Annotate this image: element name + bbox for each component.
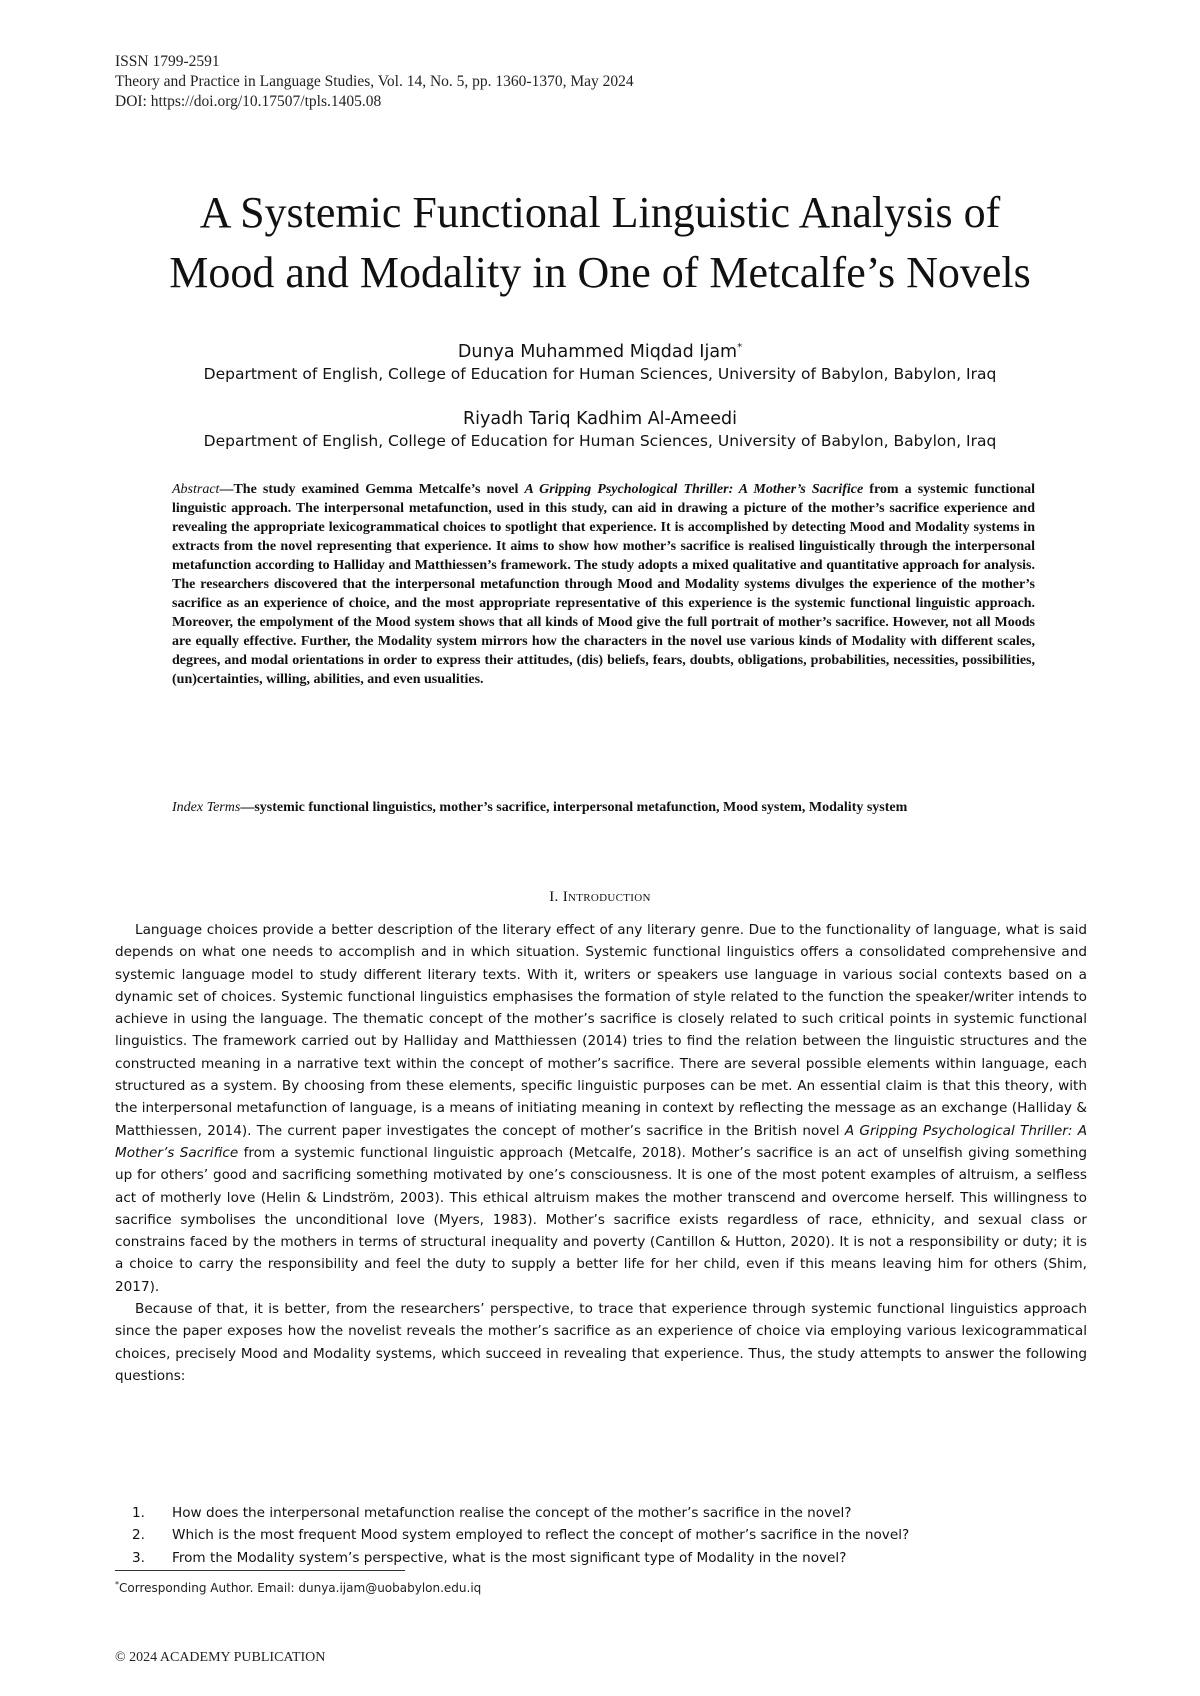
title-line-1: A Systemic Functional Linguistic Analysis of — [199, 188, 1001, 237]
list-item — [115, 1524, 1087, 1546]
paragraph-1-part-b: from a systemic functional linguistic approach (Metcalfe, 2018). Mother’s sacrifice is an act of unselfish giving something up for others’ good and sacrificing something motivated by one’s consciousness. It is one of the most potent examples of altruism, a selfless act of motherly love (Helin & Lindström, 2003). This ethical altruism makes the mother transcend and overcome herself. This willingness to sacrifice symbolises the unconditional love (Myers, 1983). Mother’s sacrifice exists regardless of race, ethnicity, and sexual class or constrains faced by the mothers in terms of structural inequality and poverty (Cantillon & Hutton, 2020). It is not a responsibility or duty; it is a choice to carry the responsibility and feel the duty to supply a better life for her child, even if this means leaving him for others (Shim, 2017). — [115, 1144, 1087, 1295]
journal-citation: Theory and Practice in Language Studies, Vol. 14, No. 5, pp. 1360-1370, May 2024 — [115, 73, 634, 90]
question-number: 1. — [132, 1505, 145, 1521]
author-list — [120, 336, 1080, 452]
author-name-text: Dunya Muhammed Miqdad Ijam — [457, 341, 738, 362]
section-number: I. — [549, 889, 559, 905]
author-2 — [120, 408, 1080, 452]
research-questions — [115, 1502, 1087, 1569]
paragraph-2: Because of that, it is better, from the researchers’ perspective, to trace that experience through systemic functional linguistics approach since the paper exposes how the novelist reveals the mother’s sacrifice as an experience of choice via employing various lexicogrammatical choices, precisely Mood and Modality systems, which succeed in revealing that experience. Thus, the study attempts to answer the following questions: — [115, 1301, 1087, 1384]
index-terms — [172, 798, 1035, 817]
issn: ISSN 1799-2591 — [115, 53, 220, 70]
abstract-lead: The study examined Gemma Metcalfe’s novel — [233, 482, 525, 497]
body-text — [115, 919, 1087, 1387]
list-item — [115, 1547, 1087, 1569]
abstract-body: from a systemic functional linguistic approach. The interpersonal metafunction, used in this study, can aid in drawing a picture of the mother’s sacrifice experience and revealing the appropriate lexicogrammatical choices to spotlight that experience. It is accomplished by detecting Mood and Modality systems in extracts from the novel representing that experience. It aims to show how mother’s sacrifice is realised linguistically through the interpersonal metafunction according to Halliday and Matthiessen’s framework. The study adopts a mixed qualitative and quantitative approach for analysis. The researchers discovered that the interpersonal metafunction through Mood and Modality systems divulges the experience of the mother’s sacrifice as an experience of choice, and the most appropriate representative of this experience is the systemic functional linguistic approach. Moreover, the empolyment of the Mood system shows that all kinds of Mood give the full portrait of mother’s sacrifice. However, not all Moods are equally effective. Further, the Modality system mirrors how the characters in the novel use various kinds of Modality with different scales, degrees, and modal orientations in order to express their attitudes, (dis) beliefs, fears, doubts, obligations, probabilities, necessities, possibilities, (un)certainties, willing, abilities, and even usualities. — [172, 482, 1035, 687]
index-terms-label: Index Terms — [172, 800, 241, 815]
abstract-novel-title: A Gripping Psychological Thriller: A Mother’s Sacrifice — [524, 482, 864, 497]
journal-header — [115, 52, 1015, 112]
question-text: How does the interpersonal metafunction realise the concept of the mother’s sacrifice in the novel? — [172, 1505, 852, 1521]
footnote-text: Corresponding Author. Email: dunya.ijam@uobabylon.edu.iq — [119, 1581, 482, 1595]
index-terms-dash: — — [240, 800, 255, 815]
question-number: 3. — [132, 1549, 145, 1566]
corresponding-mark: * — [737, 342, 743, 353]
list-item — [115, 1502, 1087, 1524]
paragraph-1 — [115, 919, 1087, 1298]
index-terms-text: systemic functional linguistics, mother’s sacrifice, interpersonal metafunction, Mood system, Modality system — [254, 800, 908, 815]
title-line-2: Mood and Modality in One of Metcalfe’s Novels — [169, 248, 1031, 297]
paper-title — [90, 183, 1110, 303]
paragraph-1-part-a: Language choices provide a better description of the literary effect of any literary genre. Due to the functionality of language, what is said depends on what one needs to accomplish and in which situation. Systemic functional linguistics offers a consolidated comprehensive and systemic language model to study different literary texts. With it, writers or speakers use language in various social contexts based on a dynamic set of choices. Systemic functional linguistics emphasises the formation of style related to the function the speaker/writer intends to achieve in using the language. The thematic concept of the mother’s sacrifice is closely related to such critical points in systemic functional linguistics. The framework carried out by Halliday and Matthiessen (2014) tries to find the relation between the linguistic structures and the constructed meaning in a narrative text within the concept of mother’s sacrifice. There are several possible elements within language, each structured as a system. By choosing from these elements, specific linguistic purposes can be met. An essential claim is that this theory, with the interpersonal metafunction of language, is a means of initiating meaning in context by reflecting the message as an exchange (Halliday & Matthiessen, 2014). The current paper investigates the concept of mother’s sacrifice in the British novel — [115, 922, 1087, 1139]
question-number: 2. — [132, 1527, 145, 1544]
copyright-notice: © 2024 ACADEMY PUBLICATION — [115, 1650, 326, 1665]
question-text: From the Modality system’s perspective, what is the most significant type of Modality in the novel? — [172, 1549, 847, 1566]
section-heading — [115, 887, 1085, 907]
author-name: Riyadh Tariq Kadhim Al-Ameedi — [463, 408, 737, 429]
author-affiliation: Department of English, College of Education for Human Sciences, University of Babylon, Babylon, Iraq — [203, 431, 997, 450]
abstract-dash: — — [219, 482, 234, 497]
abstract — [172, 480, 1035, 689]
question-text: Which is the most frequent Mood system employed to reflect the concept of mother’s sacrifice in the novel? — [172, 1527, 910, 1544]
doi: DOI: https://doi.org/10.17507/tpls.1405.08 — [115, 93, 382, 110]
author-name — [120, 336, 1080, 364]
author-1 — [120, 336, 1080, 385]
section-title: Introduction — [562, 889, 651, 905]
footnote-divider — [115, 1570, 405, 1571]
author-affiliation: Department of English, College of Education for Human Sciences, University of Babylon, Babylon, Iraq — [203, 364, 997, 383]
paragraph-1-novel-title: A Gripping Psychological Thriller: A Mother’s Sacrifice — [115, 1122, 1088, 1161]
footnote — [115, 1576, 1015, 1597]
footnote-mark: * — [115, 1580, 119, 1589]
abstract-label: Abstract — [172, 482, 220, 497]
